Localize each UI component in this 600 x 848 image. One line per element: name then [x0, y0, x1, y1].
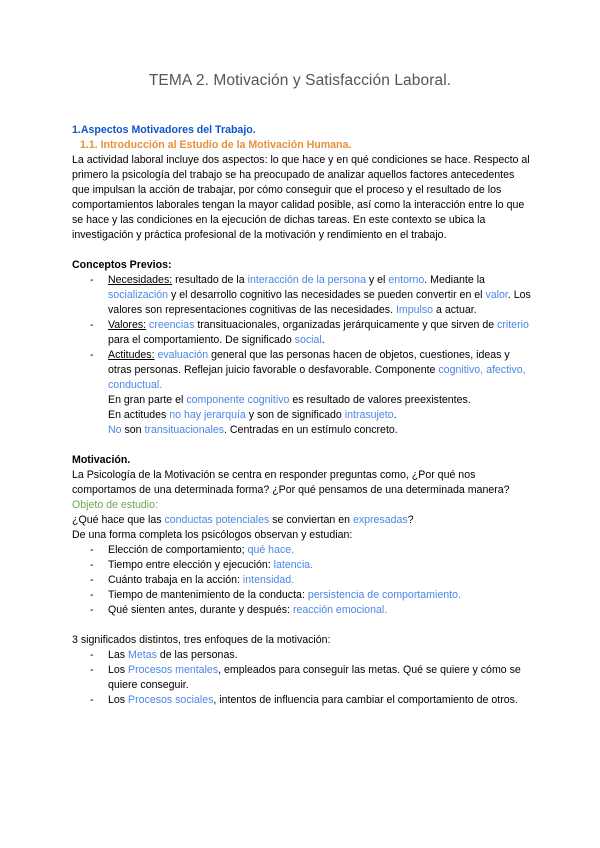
observan-list: [72, 543, 532, 618]
actitudes-line-3: En actitudes no hay jerarquía y son de significado intrasujeto.: [108, 409, 397, 421]
list-item-valores: - Valores: creencias transituacionales, organizadas jerárquicamente y que sirven de criterio para el comportamiento. De significado social.: [72, 318, 532, 348]
section-heading: 1.Aspectos Motivadores del Trabajo.: [72, 124, 256, 136]
objeto-question: ¿Qué hace que las conductas potenciales se conviertan en expresadas?: [72, 514, 414, 526]
list-item: - Elección de comportamiento; qué hace.: [72, 543, 532, 558]
actitudes-line-2: En gran parte el componente cognitivo es resultado de valores preexistentes.: [108, 394, 471, 406]
document-body: [72, 123, 532, 708]
objeto-label: Objeto de estudio:: [72, 499, 158, 511]
list-item-actitudes: - Actitudes: evaluación general que las personas hacen de objetos, cuestiones, ideas y otras personas. Reflejan juicio favorable o desfavorable. Componente cognitivo, afectivo, conductual.: [72, 348, 532, 393]
list-item: - Tiempo de mantenimiento de la conducta: persistencia de comportamiento.: [72, 588, 532, 603]
enfoques-list: [72, 648, 532, 708]
list-item: - Tiempo entre elección y ejecución: latencia.: [72, 558, 532, 573]
list-item-necesidades: - Necesidades: resultado de la interacción de la persona y el entorno. Mediante la socialización y el desarrollo cognitivo las necesidades se pueden convertir en el valor. Los valores son representaciones cognitivas de las necesidades. Impulso a actuar.: [72, 273, 532, 318]
list-item: - Los Procesos sociales, intentos de influencia para cambiar el comportamiento de otros.: [72, 693, 532, 708]
motivacion-heading: Motivación.: [72, 454, 131, 466]
list-item: - Qué sienten antes, durante y después: reacción emocional.: [72, 603, 532, 618]
list-item: - Los Procesos mentales, empleados para conseguir las metas. Qué se quiere y cómo se quiere conseguir.: [72, 663, 532, 693]
enfoques-intro: 3 significados distintos, tres enfoques de la motivación:: [72, 634, 331, 646]
motivacion-paragraph: La Psicología de la Motivación se centra en responder preguntas como, ¿Por qué nos comportamos de una determinada forma? ¿Por qué pensamos de una determinada manera?: [72, 469, 510, 496]
list-item: - Cuánto trabaja en la acción: intensidad.: [72, 573, 532, 588]
conceptos-heading: Conceptos Previos:: [72, 259, 172, 271]
actitudes-line-4: No son transituacionales. Centradas en un estímulo concreto.: [108, 424, 398, 436]
observan-intro: De una forma completa los psicólogos observan y estudian:: [72, 529, 353, 541]
conceptos-list: [72, 273, 532, 393]
list-item: - Las Metas de las personas.: [72, 648, 532, 663]
intro-paragraph: La actividad laboral incluye dos aspectos: lo que hace y en qué condiciones se hace. Respecto al primero la psicología del trabajo se ha preocupado de analizar aquellos factores antecedentes que impulsan la acción de trabajar, por cómo conseguir que el proceso y el resultado de los comportamientos laborales tengan la mayor calidad posible, así como la interacción entre lo que se hace y las condiciones en la ejecución de dichas tareas. En este contexto se ubica la investigación y práctica profesional de la motivación y rendimiento en el trabajo.: [72, 154, 530, 241]
subsection-heading: 1.1. Introducción al Estudio de la Motivación Humana.: [80, 139, 352, 151]
page-title: TEMA 2. Motivación y Satisfacción Laboral.: [148, 72, 452, 89]
